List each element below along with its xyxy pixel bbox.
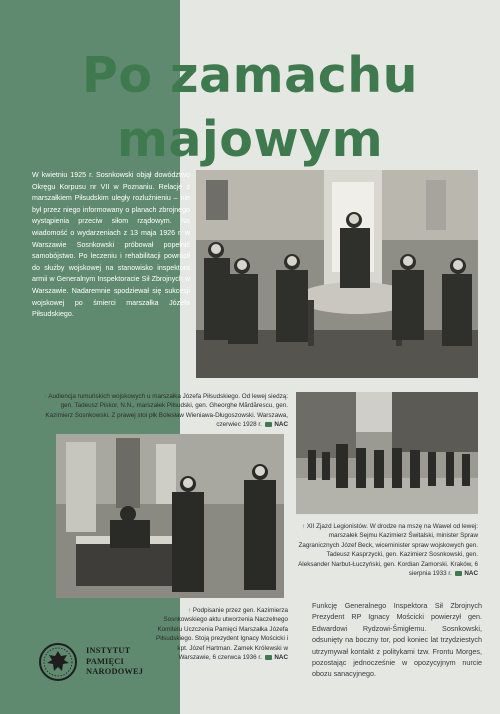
caption-2-source: NAC <box>464 570 478 578</box>
ipn-logo <box>38 640 188 684</box>
caption-photo-1 <box>34 392 288 430</box>
camera-icon <box>265 422 272 427</box>
title-line-2: majowym <box>116 111 384 168</box>
caption-photo-2 <box>298 522 478 578</box>
logo-line-3: NARODOWEJ <box>86 667 144 677</box>
camera-icon <box>455 571 462 576</box>
logo-line-1: INSTYTUT <box>86 646 131 656</box>
caption-3-text: Podpisanie przez gen. Kazimierza Sosnkowskiego aktu utworzenia Naczelnego Komitetu Uczczenia Pamięci Marszałka Józefa Piłsudskiego. Stoją prezydent Ignacy Mościcki i kpt. Józef Hartman. Zamek Królewski w Warszawie, 6 czerwca 1936 r. <box>156 607 288 662</box>
logo-text <box>86 646 143 677</box>
arrow-up-icon: ↑ <box>301 523 305 530</box>
arrow-up-icon: ↑ <box>187 607 192 614</box>
eagle-emblem-icon <box>38 642 78 682</box>
caption-2-text: XII Zjazd Legionistów. W drodze na mszę na Wawel od lewej: marszałek Sejmu Kazimierz Świtalski, minister Spraw Zagranicznych Józef Beck, wiceminister spraw wojskowych gen. Tadeusz Kasprzycki, gen. Kazimierz Sosnkowski, gen. Aleksander Narbut-Łuczyński, gen. Kordian Zamorski. Kraków, 6 sierpnia 1933 r. <box>298 523 478 578</box>
caption-1-text: Audiencja rumuńskich wojskowych u marszałka Józefa Piłsudskiego. Od lewej siedzą: gen. Tadeusz Piskor, N.N., marszałek Piłsudski, gen. Gheorghe Mărdărescu, gen. Kazimierz Sosnkowski. Z prawej stoi płk Bolesław Wieniawa-Długoszowski. Warszawa, czerwiec 1928 r. <box>45 393 288 429</box>
photo-legionnaires-march <box>296 392 478 514</box>
caption-1-source: NAC <box>274 421 288 429</box>
logo-line-2: PAMIĘCI <box>86 656 124 666</box>
photo-signing-act <box>56 434 284 598</box>
camera-icon <box>265 655 272 660</box>
photo-audience-romanian-officers <box>196 170 478 378</box>
body-paragraph-2: Funkcję Generalnego Inspektora Sił Zbrojnych Prezydent RP Ignacy Mościcki powierzył gen. Edwardowi Rydzowi-Śmigłemu. Sosnkowski, odsunięty na boczny tor, pod koniec lat trzydziestych utrzymywał kontakt z politykami tzw. Frontu Morges, pozostając jednocześnie w opozycyjnym nurcie obozu sanacyjnego. <box>312 601 482 679</box>
caption-3-source: NAC <box>274 654 288 662</box>
title-line-1: Po zamachu <box>81 47 419 104</box>
arrow-up-icon: ↑ <box>43 393 47 400</box>
intro-paragraph: W kwietniu 1925 r. Sosnkowski objął dowództwo Okręgu Korpusu nr VII w Poznaniu. Relacje z marszałkiem Piłsudskim uległy rozluźnieniu – nie był przez niego informowany o planach zbrojnego wystąpienia przeciw siłom rządowym. Na wiadomość o wydarzeniach z 13 maja 1926 r. w Warszawie Sosnkowski próbował popełnić samobójstwo. Po leczeniu i rehabilitacji powrócił do służby wojskowej na stanowisko inspektora armii w Generalnym Inspektoracie Sił Zbrojnych w Warszawie. Nadaremnie spodziewał się sukcesji wojskowej po śmierci marszałka Józefa Piłsudskiego. <box>32 171 190 319</box>
page-title <box>0 44 500 172</box>
